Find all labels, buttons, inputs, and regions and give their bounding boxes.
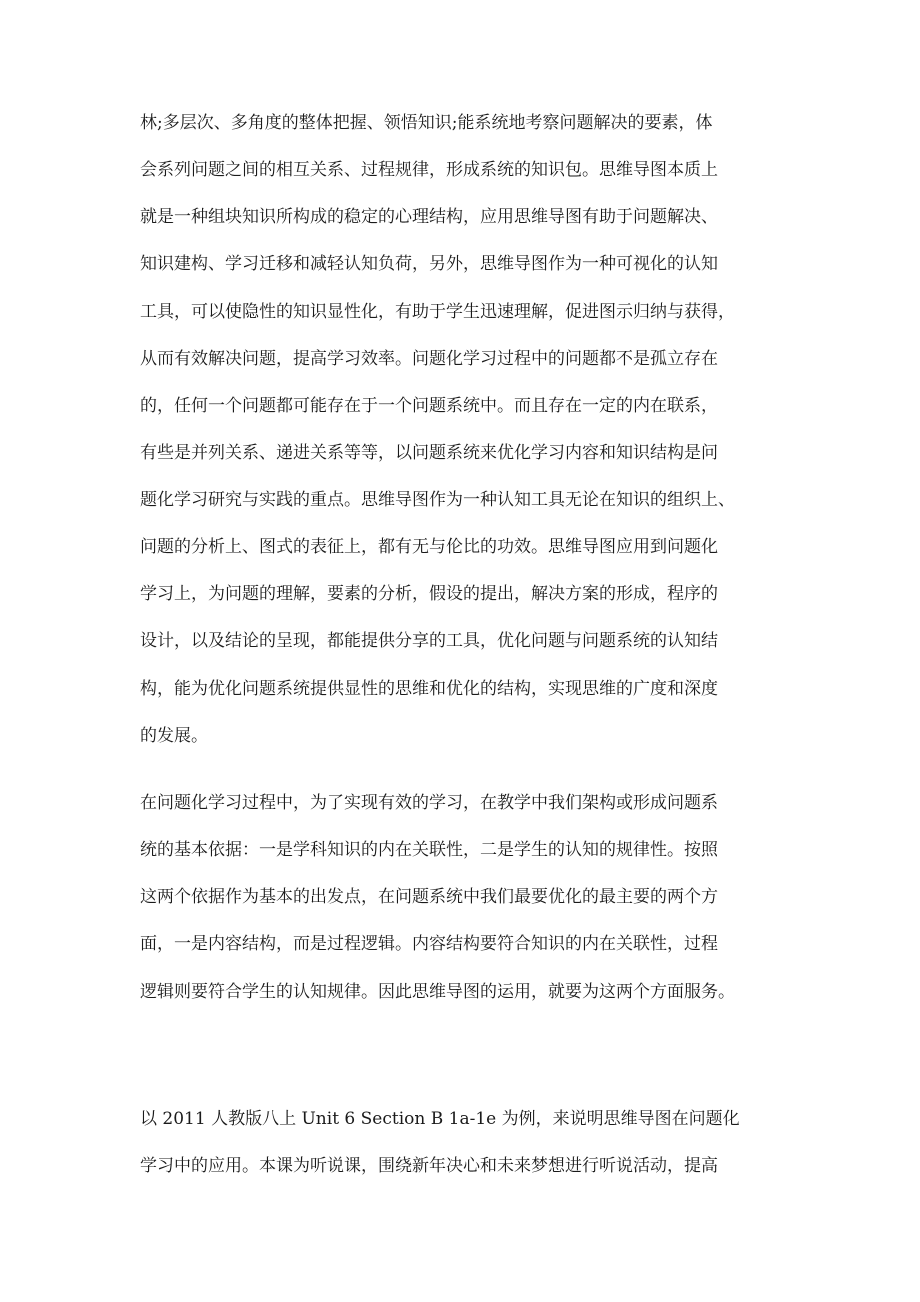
- text-line: 构，能为优化问题系统提供显性的思维和优化的结构，实现思维的广度和深度: [140, 679, 718, 699]
- text-line: 的发展。: [140, 726, 208, 746]
- text-line: 从而有效解决问题，提高学习效率。问题化学习过程中的问题都不是孤立存在: [140, 349, 718, 369]
- text-line: 的，任何一个问题都可能存在于一个问题系统中。而且存在一定的内在联系，: [140, 396, 718, 416]
- text-line: 有些是并列关系、递进关系等等，以问题系统来优化学习内容和知识结构是问: [140, 443, 718, 463]
- text-line: 问题的分析上、图式的表征上，都有无与伦比的功效。思维导图应用到问题化: [140, 537, 718, 557]
- text-line: 逻辑则要符合学生的认知规律。因此思维导图的运用，就要为这两个方面服务。: [140, 982, 735, 1002]
- text-line: 在问题化学习过程中，为了实现有效的学习，在教学中我们架构或形成问题系: [140, 793, 718, 813]
- text-line: 林;多层次、多角度的整体把握、领悟知识;能系统地考察问题解决的要素，体: [140, 113, 713, 133]
- text-line: 面，一是内容结构，而是过程逻辑。内容结构要符合知识的内在关联性，过程: [140, 934, 718, 954]
- text-line: 学习中的应用。本课为听说课，围绕新年决心和未来梦想进行听说活动，提高: [140, 1156, 718, 1176]
- text-line: 设计，以及结论的呈现，都能提供分享的工具，优化问题与问题系统的认知结: [140, 631, 718, 651]
- text-line: 学习上，为问题的理解，要素的分析，假设的提出，解决方案的形成，程序的: [140, 584, 718, 604]
- text-line: 工具，可以使隐性的知识显性化，有助于学生迅速理解，促进图示归纳与获得，: [140, 302, 735, 322]
- text-line: 统的基本依据：一是学科知识的内在关联性，二是学生的认知的规律性。按照: [140, 840, 718, 860]
- text-line: 这两个依据作为基本的出发点，在问题系统中我们最要优化的最主要的两个方: [140, 887, 718, 907]
- text-line: 以 2011 人教版八上 Unit 6 Section B 1a-1e 为例，来说明思维导图在问题化: [140, 1109, 740, 1129]
- text-line: 会系列问题之间的相互关系、过程规律，形成系统的知识包。思维导图本质上: [140, 160, 718, 180]
- text-line: 知识建构、学习迁移和减轻认知负荷，另外，思维导图作为一种可视化的认知: [140, 254, 718, 274]
- text-line: 就是一种组块知识所构成的稳定的心理结构，应用思维导图有助于问题解决、: [140, 207, 718, 227]
- text-line: 题化学习研究与实践的重点。思维导图作为一种认知工具无论在知识的组织上、: [140, 490, 735, 510]
